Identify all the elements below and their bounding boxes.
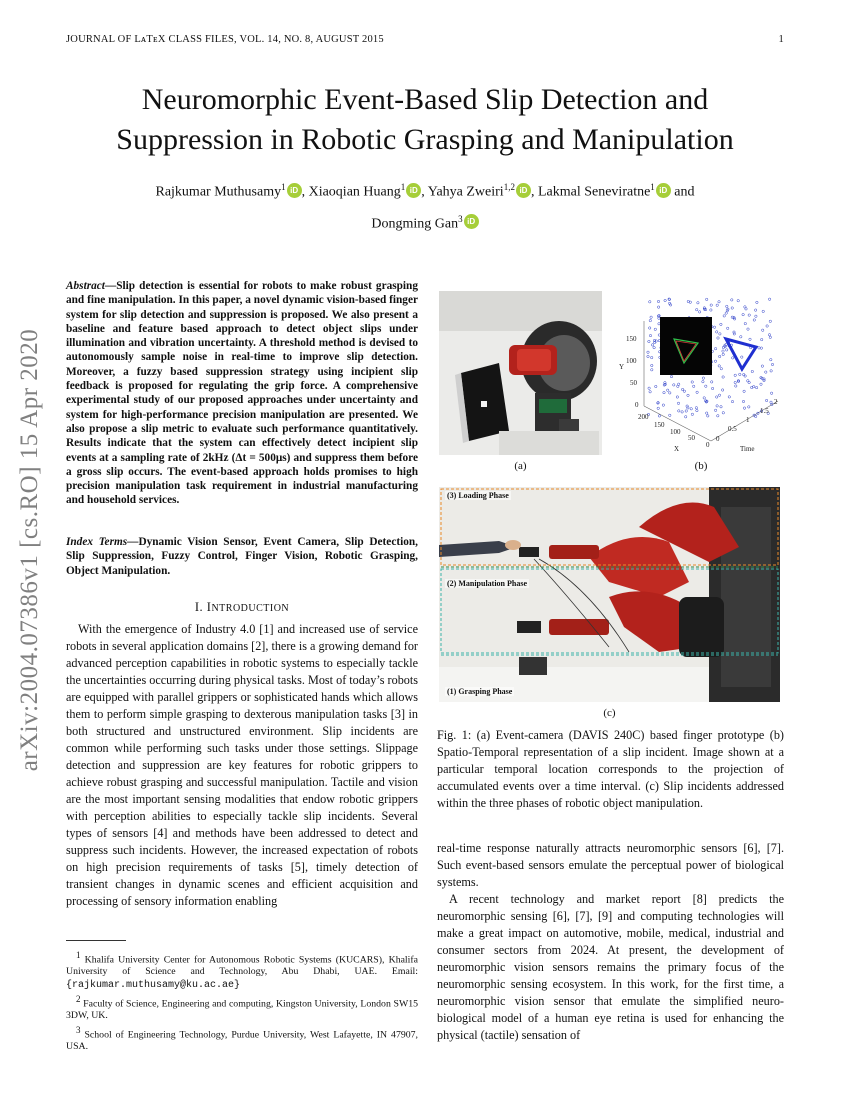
- event-point: [673, 384, 675, 386]
- author-5-affil: 3: [458, 213, 463, 224]
- section-title-first: I: [206, 600, 212, 614]
- event-point: [716, 396, 718, 398]
- event-point: [731, 316, 733, 318]
- event-point: [651, 344, 653, 346]
- event-point: [731, 299, 733, 301]
- event-point: [720, 368, 722, 370]
- event-point: [762, 329, 764, 331]
- event-point: [669, 392, 671, 394]
- author-and: and: [674, 184, 695, 200]
- event-point: [707, 415, 709, 417]
- event-point: [702, 377, 704, 379]
- event-point: [755, 315, 757, 317]
- figure-a-photo: [439, 291, 602, 455]
- event-point: [769, 336, 771, 338]
- event-point: [770, 370, 772, 372]
- index-terms: [66, 535, 418, 578]
- index-terms-label: Index Terms: [66, 536, 128, 548]
- event-point: [748, 406, 750, 408]
- author-2: Xiaoqian Huang: [308, 184, 401, 200]
- title-line-2: Suppression in Robotic Grasping and Manipulation: [116, 123, 734, 156]
- event-point: [718, 301, 720, 303]
- event-point: [768, 334, 770, 336]
- event-point: [697, 302, 699, 304]
- event-point: [741, 356, 743, 358]
- footnote-1: Khalifa University Center for Autonomous Robotic Systems (KUCARS), Khalifa University of Science and Technology, Abu Dhabi, UAE. Email:: [66, 954, 418, 978]
- figure-b-plot: [616, 291, 786, 455]
- orcid-icon[interactable]: iD: [516, 183, 531, 198]
- author-3: Yahya Zweiri: [427, 184, 504, 200]
- event-point: [749, 338, 751, 340]
- event-point: [647, 355, 649, 357]
- event-point: [770, 392, 772, 394]
- plot-y-label: Y: [619, 363, 625, 371]
- event-point: [716, 405, 718, 407]
- right-column-body: [437, 840, 784, 1044]
- event-point: [756, 301, 758, 303]
- event-point: [762, 310, 764, 312]
- event-point: [647, 351, 649, 353]
- figure-c-photo: [439, 487, 780, 702]
- right-paragraph-2: A recent technology and market report [8] predicts the neuromorphic sensing [6], [7], [9] and computing technologies will make a great impact on automotive, mobile, medical, industrial and consumer sectors from 2024. At present, the development of neuromorphic vision sensors remains the primary focus of the neuromorphic sensing ecosystem. In this work, for the first time, a neuromorphic vision sensor that emulate the simplified neuro-biological model of a human eye retina is used for enhancing the physical (tactile) sensation of: [437, 892, 784, 1042]
- event-point: [691, 413, 693, 415]
- event-point: [654, 328, 656, 330]
- author-1-affil: 1: [281, 182, 286, 192]
- event-point: [742, 313, 744, 315]
- event-point: [690, 408, 692, 410]
- event-point: [727, 327, 729, 329]
- author-2-affil: 1: [400, 182, 406, 192]
- event-point: [722, 350, 724, 352]
- event-point: [744, 375, 746, 377]
- phase-1-label: (1) Grasping Phase: [447, 687, 513, 696]
- plot-t-label: Time: [740, 445, 755, 453]
- event-point: [755, 386, 757, 388]
- event-point: [696, 409, 698, 411]
- event-point: [653, 346, 655, 348]
- figure-c-label: (c): [603, 707, 616, 719]
- event-point: [681, 388, 683, 390]
- event-point: [685, 410, 687, 412]
- plot-y-tick: 150: [626, 335, 637, 343]
- event-point: [658, 415, 660, 417]
- event-point: [703, 397, 705, 399]
- event-point: [714, 409, 716, 411]
- event-point: [771, 363, 773, 365]
- author-1: Rajkumar Muthusamy: [155, 184, 282, 200]
- event-point: [706, 298, 708, 300]
- event-point: [711, 381, 713, 383]
- plot-t-tick: 0: [716, 435, 720, 443]
- plot-y-tick: 0: [635, 401, 639, 409]
- footnote-1-email[interactable]: {rajkumar.muthusamy@ku.ac.ae}: [66, 979, 241, 991]
- event-point: [761, 365, 763, 367]
- event-point: [734, 374, 736, 376]
- event-point: [714, 348, 716, 350]
- plot-x-tick: 50: [688, 434, 695, 442]
- arxiv-stamp: [10, 290, 50, 810]
- right-paragraph-1: real-time response naturally attracts neuromorphic sensors [6], [7]. Such event-based sensors emulate the perceptual power of biological systems.: [437, 841, 784, 889]
- robot-phases-illustration: [439, 487, 780, 702]
- event-point: [747, 328, 749, 330]
- event-point: [728, 396, 730, 398]
- plot-x-tick: 100: [670, 428, 681, 436]
- event-point: [713, 326, 715, 328]
- event-point: [649, 301, 651, 303]
- plot-y-tick: 100: [626, 357, 637, 365]
- event-point: [667, 389, 669, 391]
- plot-x-label: X: [674, 445, 680, 453]
- event-point: [765, 371, 767, 373]
- section-heading: [66, 600, 418, 615]
- event-point: [720, 406, 722, 408]
- event-point: [735, 385, 737, 387]
- event-point: [696, 391, 698, 393]
- title-line-1: Neuromorphic Event-Based Slip Detection and: [141, 83, 709, 116]
- event-point: [649, 391, 651, 393]
- event-point: [670, 375, 672, 377]
- plot-x-tick: 150: [654, 421, 665, 429]
- event-point: [658, 323, 660, 325]
- orcid-icon[interactable]: iD: [656, 183, 671, 198]
- footnote-1-num: 1: [76, 950, 81, 960]
- event-point: [719, 333, 721, 335]
- plot-y-tick: 50: [630, 379, 637, 387]
- footnotes: [66, 949, 418, 1054]
- event-point: [687, 394, 689, 396]
- event-point: [722, 376, 724, 378]
- event-point: [648, 340, 650, 342]
- footnote-2-num: 2: [76, 993, 81, 1004]
- phase-3-label: (3) Loading Phase: [447, 491, 509, 500]
- event-point: [751, 370, 753, 372]
- journal-line: JOURNAL OF LᴀTᴇX CLASS FILES, VOL. 14, NO. 8, AUGUST 2015: [66, 34, 384, 45]
- event-point: [655, 385, 657, 387]
- event-point: [714, 360, 716, 362]
- event-point: [748, 314, 750, 316]
- event-point: [768, 298, 770, 300]
- event-point: [770, 359, 772, 361]
- arxiv-id: arXiv:2004.07386v1 [cs.RO] 15 Apr 2020: [16, 328, 43, 772]
- event-point: [711, 387, 713, 389]
- event-point: [753, 319, 755, 321]
- event-point: [725, 312, 727, 314]
- plot-t-tick: 0.5: [728, 425, 737, 433]
- author-4-affil: 1: [650, 182, 655, 192]
- event-point: [696, 309, 698, 311]
- abstract-text: —Slip detection is essential for robots to make robust grasping and fine manipulation. In this paper, a novel dynamic vision-based finger system for slip detection and suppression is proposed. We also present a baseline and feature based approach to detect object slips under illumination and vibration uncertainty. A threshold method is devised to autonomously sample noise in real-time to improve slip detection. Moreover, a fuzzy based suppression strategy using incipient slip feedback is proposed for regulating the grip force. A comprehensive experimental study of our proposed approaches under uncertainty and system for high-performance precision manipulation are presented. We also propose a slip metric to evaluate such performance quantitatively. Results indicate that the system can effectively detect incipient slip events at a sampling rate of 2kHz (Δt = 500μs) and suppress them before a gross slip occurs. The event-based approach holds promises to high precision manipulation task requirement in industrial manufacturing and household services.: [66, 280, 418, 507]
- paper-title: [60, 80, 790, 160]
- event-point: [727, 308, 729, 310]
- index-terms-text: —Dynamic Vision Sensor, Event Camera, Slip Detection, Slip Suppression, Fuzzy Control, Finger Vision, Robotic Grasping, Object Manipulation.: [66, 536, 418, 577]
- event-point: [721, 389, 723, 391]
- event-point: [723, 315, 725, 317]
- event-point: [716, 304, 718, 306]
- plot-t-tick: 1.5: [760, 407, 769, 415]
- event-point: [651, 364, 653, 366]
- event-point: [760, 347, 762, 349]
- footnote-rule: [66, 940, 126, 941]
- figure-b-label: (b): [694, 460, 708, 472]
- event-point: [693, 385, 695, 387]
- event-point: [743, 407, 745, 409]
- footnote-3: School of Engineering Technology, Purdue University, West Lafayette, IN 47907, USA.: [66, 1028, 418, 1053]
- event-point: [737, 300, 739, 302]
- event-point: [664, 299, 666, 301]
- event-point: [769, 320, 771, 322]
- abstract: [66, 279, 418, 508]
- orcid-icon[interactable]: iD: [406, 183, 421, 198]
- event-point: [649, 327, 651, 329]
- event-point: [719, 355, 721, 357]
- author-5: Dongming Gan: [371, 216, 459, 232]
- event-point: [663, 391, 665, 393]
- event-point: [678, 410, 680, 412]
- event-point: [705, 385, 707, 387]
- event-point: [743, 373, 745, 375]
- event-point: [710, 304, 712, 306]
- event-point: [702, 381, 704, 383]
- page-number: 1: [778, 34, 784, 45]
- event-point: [732, 357, 734, 359]
- phase-2-label: (2) Manipulation Phase: [447, 579, 528, 588]
- orcid-icon[interactable]: iD: [287, 183, 302, 198]
- event-point: [657, 407, 659, 409]
- author-3-affil: 1,2: [503, 182, 515, 192]
- section-title-rest: NTRODUCTION: [211, 603, 290, 614]
- event-point: [710, 309, 712, 311]
- event-point: [765, 399, 767, 401]
- event-point: [681, 411, 683, 413]
- event-point: [760, 383, 762, 385]
- event-point: [726, 305, 728, 307]
- event-point: [763, 379, 765, 381]
- event-point: [685, 416, 687, 418]
- event-point: [745, 308, 747, 310]
- event-point: [747, 380, 749, 382]
- event-point: [717, 415, 719, 417]
- event-point: [650, 316, 652, 318]
- author-list: Rajkumar Muthusamy$^1$ iD , Xiaoqian Huang$^1$ iD , Yahya Zweiri$^{1,2}$ iD , Lakmal Seneviratne$^1$ iD and Dongming Gan$^3$ iD: [155, 182, 695, 232]
- event-point: [657, 300, 659, 302]
- event-point: [740, 336, 742, 338]
- event-point: [722, 353, 724, 355]
- event-point: [722, 412, 724, 414]
- event-point: [726, 310, 728, 312]
- event-point: [678, 383, 680, 385]
- footnote-2: Faculty of Science, Engineering and computing, Kingston University, London SW15 3DW, UK.: [66, 998, 419, 1022]
- footnote-3-num: 3: [76, 1024, 81, 1035]
- event-point: [758, 347, 760, 349]
- event-point: [761, 338, 763, 340]
- figure-a-label: (a): [514, 460, 527, 472]
- section-number: I.: [194, 600, 204, 614]
- author-4: Lakmal Seneviratne: [537, 184, 651, 200]
- event-point: [669, 414, 671, 416]
- event-point: [718, 394, 720, 396]
- event-point: [734, 381, 736, 383]
- event-point: [664, 382, 666, 384]
- event-point: [720, 323, 722, 325]
- event-point: [657, 306, 659, 308]
- event-point: [698, 311, 700, 313]
- intro-paragraph: With the emergence of Industry 4.0 [1] and increased use of service robots in several application domains [2], there is a growing demand for advanced perception capabilities in robotic systems to especially tackle the uncertainties occurring during physical tasks. Most of today’s robots are equipped with parallel grippers or sophisticated hands which allows them to perform simple grasping to dexterous manipulation tasks [3] in both structured and unstructured environment. Slip incidents are common while performing such tasks under those settings. Slippage detection and suppression are key features for robotic grippers to achieve robust grasping and successful manipulation. Tactile and vision are the most important sensing modalities that endow robotic grippers with perception abilities to especially tackle slip incidents. Several types of sensors [4] and methods have been addressed to detect and suppress such incidents. However, the increased expectation of robots on high precision requirements of tasks [5], timely detection of transient changes in dynamic scenes and efficient acquisition and processing of sensory information enabling: [66, 622, 419, 908]
- plot-x-tick: 200: [638, 413, 649, 421]
- event-point: [676, 396, 678, 398]
- spatio-temporal-scatter: [616, 291, 786, 455]
- event-point: [724, 345, 726, 347]
- running-header: [66, 34, 784, 45]
- abstract-label: Abstract: [66, 280, 105, 292]
- event-point: [743, 390, 745, 392]
- event-point: [677, 402, 679, 404]
- event-point: [651, 356, 653, 358]
- event-point: [651, 369, 653, 371]
- event-point: [766, 325, 768, 327]
- event-point: [739, 373, 741, 375]
- event-point: [742, 400, 744, 402]
- event-point: [754, 309, 756, 311]
- event-point: [706, 412, 708, 414]
- event-point: [731, 400, 733, 402]
- event-point: [649, 319, 651, 321]
- orcid-icon[interactable]: iD: [464, 214, 479, 229]
- figure-caption: Fig. 1: (a) Event-camera (DAVIS 240C) based finger prototype (b) Spatio-Temporal representation of a slip incident. Image shown at a particular temporal location corresponds to the projection of accumulated events over a time interval. (c) Slip incidents addressed within the three phases of robotic object manipulation.: [437, 728, 784, 810]
- event-point: [649, 334, 651, 336]
- event-point: [691, 381, 693, 383]
- event-point: [717, 337, 719, 339]
- plot-t-tick: 2: [774, 398, 778, 406]
- event-point: [726, 349, 728, 351]
- event-point: [716, 331, 718, 333]
- plot-t-tick: 1: [746, 416, 750, 424]
- event-point: [662, 404, 664, 406]
- event-point: [648, 387, 650, 389]
- finger-prototype-illustration: [439, 291, 602, 455]
- event-point: [731, 307, 733, 309]
- event-point: [718, 365, 720, 367]
- event-point: [744, 322, 746, 324]
- event-point: [695, 407, 697, 409]
- plot-x-tick: 0: [706, 441, 710, 449]
